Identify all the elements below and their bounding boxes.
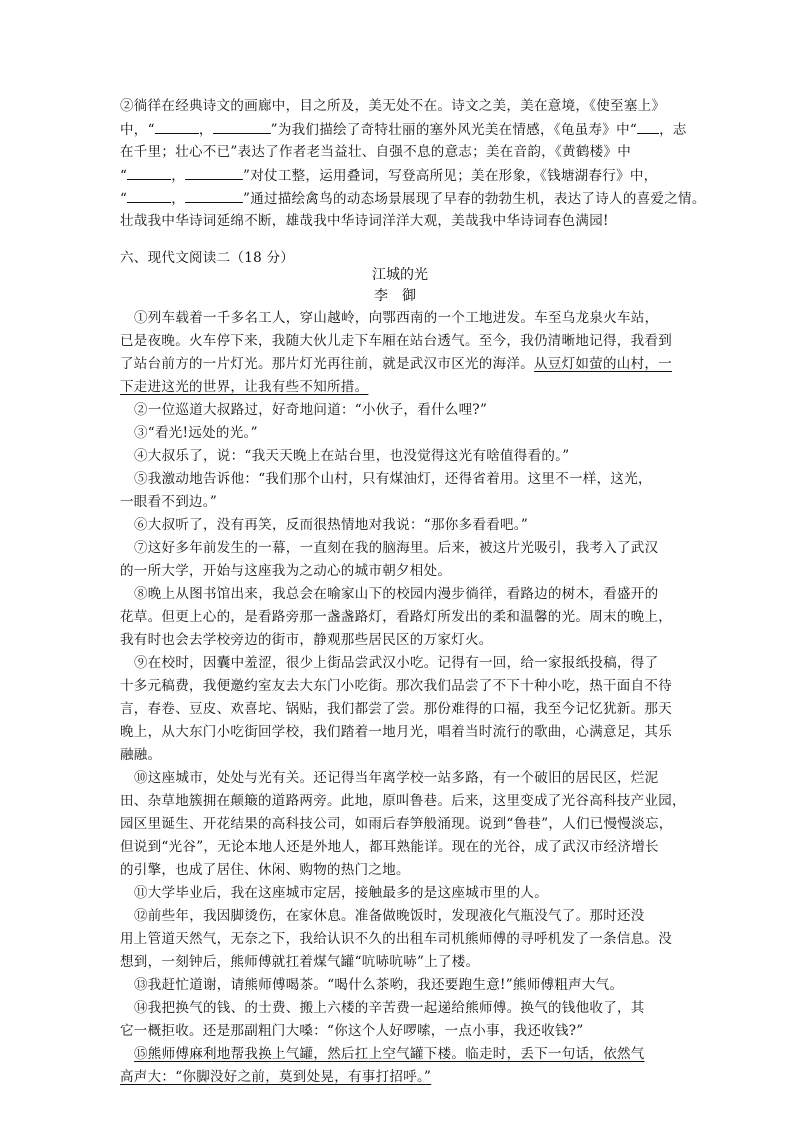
- para-line: ③“看光!远处的光。”: [134, 425, 258, 441]
- para-line: ⑤我激动地告诉他：“我们那个山村，只有煤油灯，还得省着用。这里不一样，这光，: [134, 471, 652, 487]
- para-line: 我有时也会去学校旁边的街市，静观那些居民区的万家灯火。: [120, 632, 493, 648]
- underlined-sentence: 高声大：“你脚没好之前，莫到处晃，有事打招呼。”: [120, 1069, 432, 1085]
- para-line: 田、杂草地簇拥在颠簸的道路两旁。此地，原叫鲁巷。后来，这里变成了光谷高科技产业园，: [120, 793, 686, 809]
- poem-line-6: 壮哉我中华诗词延绵不断，雄哉我中华诗词洋洋大观，美哉我中华诗词春色满园!: [120, 213, 609, 229]
- para-line: ⑨在校时，因囊中羞涩，很少上街品尝武汉小吃。记得有一回，给一家报纸投稿，得了: [134, 655, 659, 671]
- answer-blank[interactable]: [185, 165, 243, 180]
- para-line: 已是夜晚。火车停下来，我随大伙儿走下车厢在站台透气。至今，我仍清晰地记得，我看到: [120, 333, 672, 349]
- underlined-sentence: 从豆灯如萤的山村，一: [534, 356, 672, 372]
- para-line: ⑭我把换气的钱、的士费、搬上六楼的辛苦费一起递给熊师傅。换气的钱他收了，其: [134, 1000, 645, 1016]
- answer-blank[interactable]: [185, 188, 243, 203]
- underlined-sentence: 下走进这光的世界，让我有些不知所措。: [120, 379, 369, 395]
- answer-blank[interactable]: [155, 119, 199, 134]
- answer-blank[interactable]: [637, 119, 659, 134]
- para-line: ⑥大叔听了，没有再笑，反而很热情地对我说：“那你多看看吧。”: [134, 517, 529, 533]
- article-title: 江城的光: [372, 267, 428, 283]
- para-line: 花草。但更上心的，是看路旁那一盏盏路灯，看路灯所发出的柔和温馨的光。周末的晚上，: [120, 609, 672, 625]
- para-line: 用上管道天然气，无奈之下，我给认识不久的出租车司机熊师傅的寻呼机发了一条信息。没: [120, 931, 672, 947]
- para-line: ⑬我赶忙道谢，请熊师傅喝茶。“喝什么茶哟，我还要跑生意!”熊师傅粗声大气。: [134, 977, 624, 993]
- para-line: ④大叔乐了，说：“我天天晚上在站台里，也没觉得这光有啥值得看的。”: [134, 448, 570, 464]
- para-line: 融融。: [120, 747, 162, 763]
- answer-blank[interactable]: [213, 119, 271, 134]
- para-line: ⑧晚上从图书馆出来，我总会在喻家山下的校园内漫步徜徉，看路边的树木，看盛开的: [134, 586, 659, 602]
- para-line: 言，春卷、豆皮、欢喜坨、锅贴，我们都尝了尝。那份难得的口福，我至今记忆犹新。那天: [120, 701, 672, 717]
- answer-blank[interactable]: [127, 165, 171, 180]
- poem-line-5: “ ， ”通过描绘禽鸟的动态场景展现了早春的勃勃生机，表达了诗人的喜爱之情。: [120, 188, 706, 208]
- para-line: 想到，一刻钟后，熊师傅就扛着煤气罐“吭哧吭哧”上了楼。: [120, 954, 480, 970]
- para-line: ⑫前些年，我因脚烫伤，在家休息。准备做晚饭时，发现液化气瓶没气了。那时还没: [134, 908, 645, 924]
- para-line: ②一位巡道大叔路过，好奇地问道：“小伙子，看什么哩?”: [134, 402, 488, 418]
- para-line: 十多元稿费，我便邀约室友去大东门小吃街。那次我们品尝了不下十种小吃，热干面自不待: [120, 678, 672, 694]
- section-heading: 六、现代文阅读二（18 分）: [120, 250, 295, 266]
- para-line: ⑦这好多年前发生的一幕，一直刻在我的脑海里。后来，被这片光吸引，我考入了武汉: [134, 540, 659, 556]
- para-line: 的引擎，也成了居住、休闲、购物的热门之地。: [120, 862, 410, 878]
- para-line: 它一概拒收。还是那副粗门大嗓：“你这个人好啰嗦，一点小事，我还收钱?”: [120, 1023, 584, 1039]
- poem-line-1: ②徜徉在经典诗文的画廊中，目之所及，美无处不在。诗文之美，美在意境，《使至塞上》: [120, 98, 666, 114]
- para-line: 的一所大学，开始与这座我为之动心的城市朝夕相处。: [120, 563, 452, 579]
- poem-line-3: 在千里；壮心不已”表达了作者老当益壮、自强不息的意志；美在音韵，《黄鹤楼》中: [120, 144, 632, 160]
- para-line: ⑪大学毕业后，我在这座城市定居，接触最多的是这座城市里的人。: [134, 885, 548, 901]
- answer-blank[interactable]: [127, 188, 171, 203]
- para-line: ⑩这座城市，处处与光有关。还记得当年离学校一站多路，有一个破旧的居民区，烂泥: [134, 770, 659, 786]
- para-line: 晚上，从大东门小吃街回学校，我们踏着一地月光，唱着当时流行的歌曲，心满意足，其乐: [120, 724, 672, 740]
- para-line: 了站台前方的一片灯光。那片灯光再往前，就是武汉市区光的海洋。从豆灯如萤的山村，一: [120, 356, 672, 372]
- underlined-sentence: ⑮熊师傅麻利地帮我换上气罐，然后扛上空气罐下楼。临走时，丢下一句话，依然气: [134, 1046, 645, 1062]
- para-line: 一眼看不到边。”: [120, 494, 218, 510]
- para-line: 但说到“光谷”，无论本地人还是外地人，都耳熟能详。现在的光谷，成了武汉市经济增长: [120, 839, 659, 855]
- article-author: 李 御: [374, 288, 416, 304]
- para-line: ①列车载着一千多名工人，穿山越岭，向鄂西南的一个工地进发。车至乌龙泉火车站，: [134, 310, 659, 326]
- para-line: 园区里诞生、开花结果的高科技公司，如雨后春笋般涌现。说到“鲁巷”，人们已慢慢淡忘，: [120, 816, 673, 832]
- poem-line-2: 中，“ ， ”为我们描绘了奇特壮丽的塞外风光美在情感，《龟虽寿》中“ ，志: [120, 119, 687, 139]
- poem-line-4: “ ， ”对仗工整，运用叠词，写登高所见；美在形象，《钱塘湖春行》中，: [120, 165, 657, 185]
